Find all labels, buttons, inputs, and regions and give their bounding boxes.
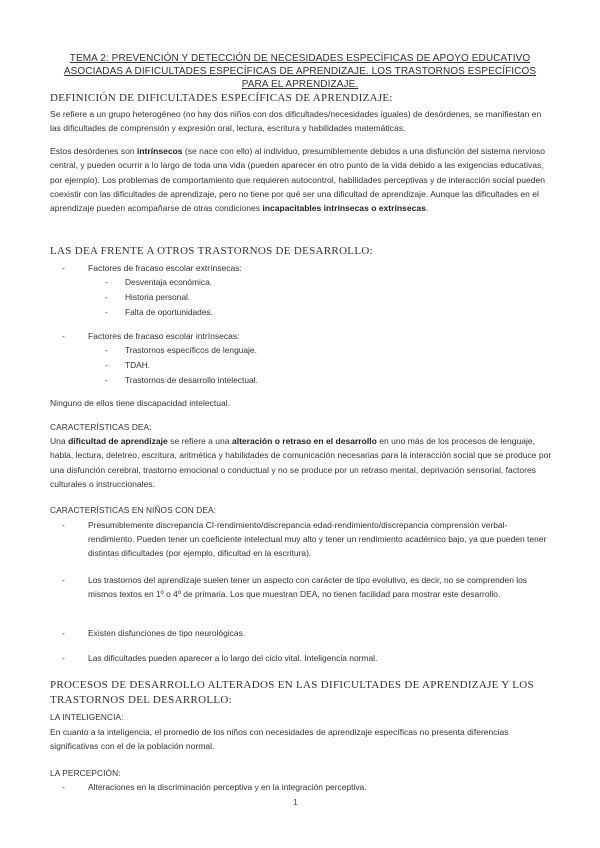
heading-children-characteristics: CARACTERÍSTICAS EN NIÑOS CON DEA: <box>50 505 217 515</box>
list-item: - Alteraciones en la discriminación perceptiva y en la integración perceptiva. <box>62 782 367 792</box>
definition-paragraph-1: Se refiere a un grupo heterogéneo (no hay dos niños con dos dificultades/necesidades iguales) de desórdenes, se manifiestan en las dificultades de comprensión y expresión oral, lectura, escritura y habilidades matemáticas. <box>50 109 542 134</box>
heading-dea-characteristics: CARACTERÍSTICAS DEA: <box>50 422 152 432</box>
definition-paragraph-2: Estos desórdenes son intrínsecos (se nace con ello) al individuo, presumiblemente debidos a una disfunción del sistema nervioso central, y pueden ocurrir a lo largo de toda una vida (pueden aparecer en otro punto de la vida debido a las exigencias educativas, por ejemplo). Los problemas de comportamiento que requieren autocontrol, habilidades perceptivas y de interacción social pueden coexistir con las dificultades de aprendizaje, pero no tiene por qué ser una dificultad de aprendizaje. Aunque las dificultades en el aprendizaje pueden acompañarse de otras condiciones incapacitables intrínsecas o extrínsecas. <box>50 146 546 214</box>
list-item: - Las dificultades pueden aparecer a lo largo del ciclo vital. Inteligencia normal. <box>62 653 378 663</box>
list-item: - Presumiblemente discrepancia CI-rendimiento/discrepancia edad-rendimiento/discrepancia comprensión verbal-rendimiento. Pueden tener un coeficiente intelectual muy alto y tener un rendimiento académico bajo, ya que pueden tener distintas dificultades (por ejemplo, dificultad en la escritura). <box>62 520 547 559</box>
heading-altered-processes: PROCESOS DE DESARROLLO ALTERADOS EN LAS DIFICULTADES DE APRENDIZAJE Y LOS TRASTORNOS DEL DESARROLLO: <box>50 679 534 706</box>
document-title: TEMA 2: PREVENCIÓN Y DETECCIÓN DE NECESIDADES ESPECÍFICAS DE APOYO EDUCATIVO ASOCIADAS A DIFICULTADES ESPECÍFICAS DE APRENDIZAJE. LOS TRASTORNOS ESPECÍFICOS PARA EL APRENDIZAJE. <box>63 53 537 90</box>
subheading-perception: LA PERCEPCIÓN: <box>50 768 121 778</box>
list-subitem: - Desventaja económica. <box>105 277 213 287</box>
subheading-intelligence: LA INTELIGENCIA: <box>50 712 124 722</box>
document-page: TEMA 2: PREVENCIÓN Y DETECCIÓN DE NECESIDADES ESPECÍFICAS DE APOYO EDUCATIVO ASOCIADAS A DIFICULTADES ESPECÍFICAS DE APRENDIZAJE. LOS TRASTORNOS ESPECÍFICOS PARA EL APRENDIZAJE. DEFINICIÓN DE DIFICULTADES ESPECÍFICAS DE APRENDIZAJE: Se refiere a un grupo heterogéneo (no hay dos niños con dos dificultades/necesidades iguales) de desórdenes, se manifiestan en las dificultades de comprensión y expresión oral, lectura, escritura y habilidades matemáticas. Estos desórdenes son intrínsecos (se nace con ello) al individuo, presumiblemente debidos a una disfunción del sistema nervioso central, y pueden ocurrir a lo largo de toda una vida (pueden aparecer en otro punto de la vida debido a las exigencias educativas, por ejemplo). Los problemas de comportamiento que requieren autocontrol, habilidades perceptivas y de interacción social pueden coexistir con las dificultades de aprendizaje, pero no tiene por qué ser una dificultad de aprendizaje. Aunque las dificultades en el aprendizaje pueden acompañarse de otras condiciones incapacitables intrínsecas o extrínsecas. LAS DEA FRENTE A OTROS TRASTORNOS DE DESARROLLO: - Factores de fracaso escolar extrínsecas: - Desventaja económica. - Historia personal. - Falta de oportunidades. - Factores de fracaso escolar intrínsecas: - Trastornos específicos de lenguaje. - TDAH. - Trastornos de desarrollo intelectual. Ninguno de ellos tiene discapacidad intelectual. CARACTERÍSTICAS DEA: Una dificultad de aprendizaje se refiere a una alteración o retraso en el desarrollo en uno más de los procesos de lenguaje, habla, lectura, deletreo, escritura, aritmética y habilidades de comunicación necesarias para la interacción social que se produce por una disfunción cerebral, trastorno emocional o conductual y no se produce por un retraso mental, deprivación sensorial, factores culturales o instruccionales. CARACTERÍSTICAS EN NIÑOS CON DEA: - Presumiblemente discrepancia CI-rendimiento/discrepancia edad-rendimiento/discrepancia comprensión verbal-rendimiento. Pueden tener un coeficiente intelectual muy alto y tener un rendimiento académico bajo, ya que pueden tener distintas dificultades (por ejemplo, dificultad en la escritura). - Los trastornos del aprendizaje suelen tener un aspecto con carácter de tipo evolutivo, es decir, no se comprenden los mismos textos en 1º o 4º de primaria. Los que muestran DEA, no tienen facilidad para mostrar este desarrollo. - Existen disfunciones de tipo neurológicas. - Las dificultades pueden aparecer a lo largo del ciclo vital. Inteligencia normal. PROCESOS DE DESARROLLO ALTERADOS EN LAS DIFICULTADES DE APRENDIZAJE Y LOS TRASTORNOS DEL DESARROLLO: LA INTELIGENCIA: En cuanto a la inteligencia, el promedio de los niños con necesidades de aprendizaje específicas no presenta diferencias significativas con el de la población normal. LA PERCEPCIÓN: - Alteraciones en la discriminación perceptiva y en la integración perceptiva. 1 <box>50 53 552 807</box>
heading-dea-vs-disorders: LAS DEA FRENTE A OTROS TRASTORNOS DE DESARROLLO: <box>50 245 373 257</box>
list-subitem: - Trastornos de desarrollo intelectual. <box>105 375 258 385</box>
list-subitem: - Historia personal. <box>105 292 191 302</box>
intelligence-paragraph: En cuanto a la inteligencia, el promedio de los niños con necesidades de aprendizaje específicas no presenta diferencias significativas con el de la población normal. <box>50 727 509 752</box>
heading-definition: DEFINICIÓN DE DIFICULTADES ESPECÍFICAS DE APRENDIZAJE: <box>50 92 393 104</box>
list-subitem: - Trastornos específicos de lenguaje. <box>105 345 257 355</box>
list-item: - Los trastornos del aprendizaje suelen tener un aspecto con carácter de tipo evolutivo, es decir, no se comprenden los mismos textos en 1º o 4º de primaria. Los que muestran DEA, no tienen facilidad para mostrar este desarrollo. <box>62 575 528 600</box>
characteristics-paragraph: Una dificultad de aprendizaje se refiere a una alteración o retraso en el desarrollo en uno más de los procesos de lenguaje, habla, lectura, deletreo, escritura, aritmética y habilidades de comunicación necesarias para la interacción social que se produce por una disfunción cerebral, trastorno emocional o conductual y no se produce por un retraso mental, deprivación sensorial, factores culturales o instruccionales. <box>50 436 552 489</box>
page-number: 1 <box>293 797 298 807</box>
list-subitem: - TDAH. <box>105 360 151 370</box>
list-subitem: - Falta de oportunidades. <box>105 307 213 317</box>
note-no-disability: Ninguno de ellos tiene discapacidad intelectual. <box>50 398 231 408</box>
list-item: - Existen disfunciones de tipo neurológicas. <box>62 628 246 638</box>
